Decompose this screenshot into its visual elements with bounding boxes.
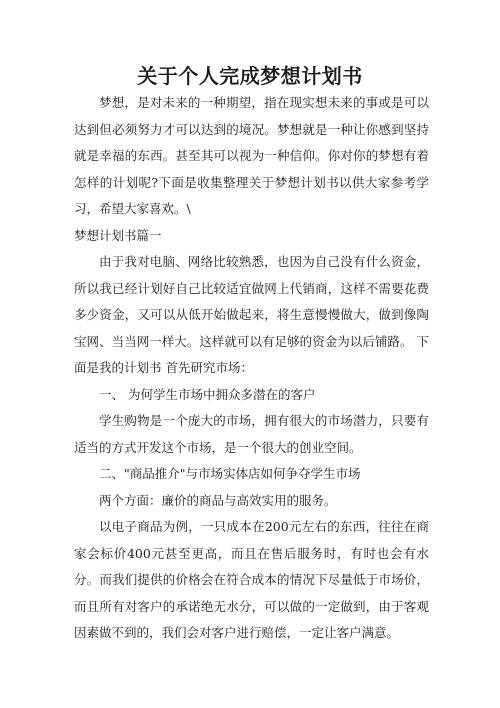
- list-heading-1: 一、 为何学生市场中拥众多潜在的客户: [99, 386, 316, 402]
- body-paragraph: 学生购物是一个庞大的市场，拥有很大的市场潜力，只要有适当的方式开发这个市场，是一个很大的创业空间。: [74, 413, 429, 455]
- section-heading: 梦想计划书篇一: [74, 227, 162, 243]
- body-paragraph: 由于我对电脑、网络比较熟悉，也因为自己没有什么资金，所以我已经计划好自己比较适宜做网上代销商，这样不需要花费多少资金，又可以从低开始做起来，将生意慢慢做大，做到像陶宝网、当当网一样大。这样就可以有足够的资金为以后铺路。 下面是我的计划书 首先研究市场：: [74, 254, 429, 375]
- list-heading-2: 二、"商品推介"与市场实体店如何争夺学生市场: [99, 466, 361, 481]
- document-title: 关于个人完成梦想计划书: [137, 64, 363, 88]
- intro-paragraph: 梦想，是对未来的一种期望，指在现实想未来的事或是可以达到但必须努力才可以达到的境况。梦想就是一种让你感到坚持就是幸福的东西。甚至其可以视为一种信仰。你对你的梦想有着怎样的计划呢?下面是收集整理关于梦想计划书以供大家参考学习，希望大家喜欢。\: [74, 95, 429, 216]
- body-paragraph: 两个方面：廉价的商品与高效实用的服务。: [99, 492, 337, 508]
- body-paragraph: 以电子商品为例，一只成本在200元左右的东西，往往在商家会标价400元甚至更高，而且在售后服务时，有时也会有水分。而我们提供的价格会在符合成本的情况下尽量低于市场价，而且所有对客户的承诺绝无水分，可以做的一定做到，由于客观因素做不到的，我们会对客户进行赔偿，一定让客户满意。: [74, 519, 429, 640]
- document-body: [74, 90, 429, 647]
